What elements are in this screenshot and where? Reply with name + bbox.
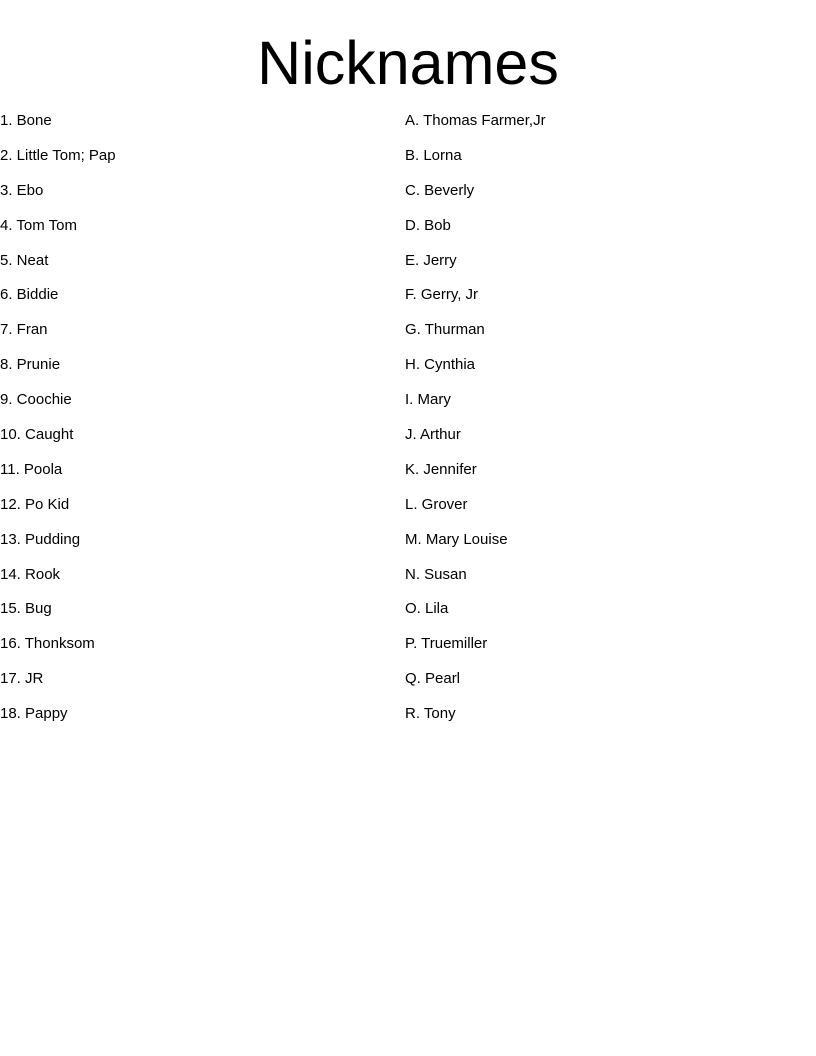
- name-item: M. Mary Louise: [405, 530, 508, 548]
- nickname-item: 13. Pudding: [0, 530, 81, 548]
- name-item: F. Gerry, Jr: [405, 286, 479, 304]
- name-item: A. Thomas Farmer,Jr: [405, 112, 546, 129]
- name-item: N. Susan: [405, 565, 467, 583]
- name-item: B. Lorna: [405, 146, 462, 164]
- name-item: I. Mary: [405, 391, 451, 409]
- nickname-item: 10. Caught: [0, 426, 74, 444]
- page-title: Nicknames: [257, 29, 559, 97]
- nickname-list: [0, 111, 400, 739]
- nickname-item: 3. Ebo: [0, 181, 44, 199]
- nickname-item: 1. Bone: [0, 112, 52, 129]
- name-item: D. Bob: [405, 216, 451, 234]
- nickname-item: 12. Po Kid: [0, 495, 70, 513]
- name-item: Q. Pearl: [405, 670, 461, 688]
- name-item: H. Cynthia: [405, 356, 476, 374]
- nickname-item: 7. Fran: [0, 321, 48, 339]
- nickname-item: 15. Bug: [0, 600, 52, 618]
- nickname-item: 11. Poola: [0, 460, 63, 478]
- name-item: C. Beverly: [405, 181, 475, 199]
- name-item: L. Grover: [405, 495, 468, 513]
- name-item: E. Jerry: [405, 251, 457, 269]
- name-item: P. Truemiller: [405, 635, 488, 653]
- nickname-item: 14. Rook: [0, 565, 61, 583]
- nickname-item: 9. Coochie: [0, 391, 72, 409]
- name-item: O. Lila: [405, 600, 449, 618]
- nickname-item: 2. Little Tom; Pap: [0, 146, 116, 164]
- name-item: J. Arthur: [405, 426, 461, 444]
- nickname-item: 17. JR: [0, 670, 44, 688]
- name-item: K. Jennifer: [405, 460, 477, 478]
- name-item: G. Thurman: [405, 321, 485, 339]
- nickname-item: 8. Prunie: [0, 356, 61, 374]
- name-list: [405, 111, 805, 739]
- nickname-item: 5. Neat: [0, 251, 49, 269]
- nickname-item: 16. Thonksom: [0, 635, 95, 653]
- nickname-item: 6. Biddie: [0, 286, 59, 304]
- nickname-item: 4. Tom Tom: [0, 216, 77, 234]
- nickname-item: 18. Pappy: [0, 705, 68, 723]
- name-item: R. Tony: [405, 705, 456, 723]
